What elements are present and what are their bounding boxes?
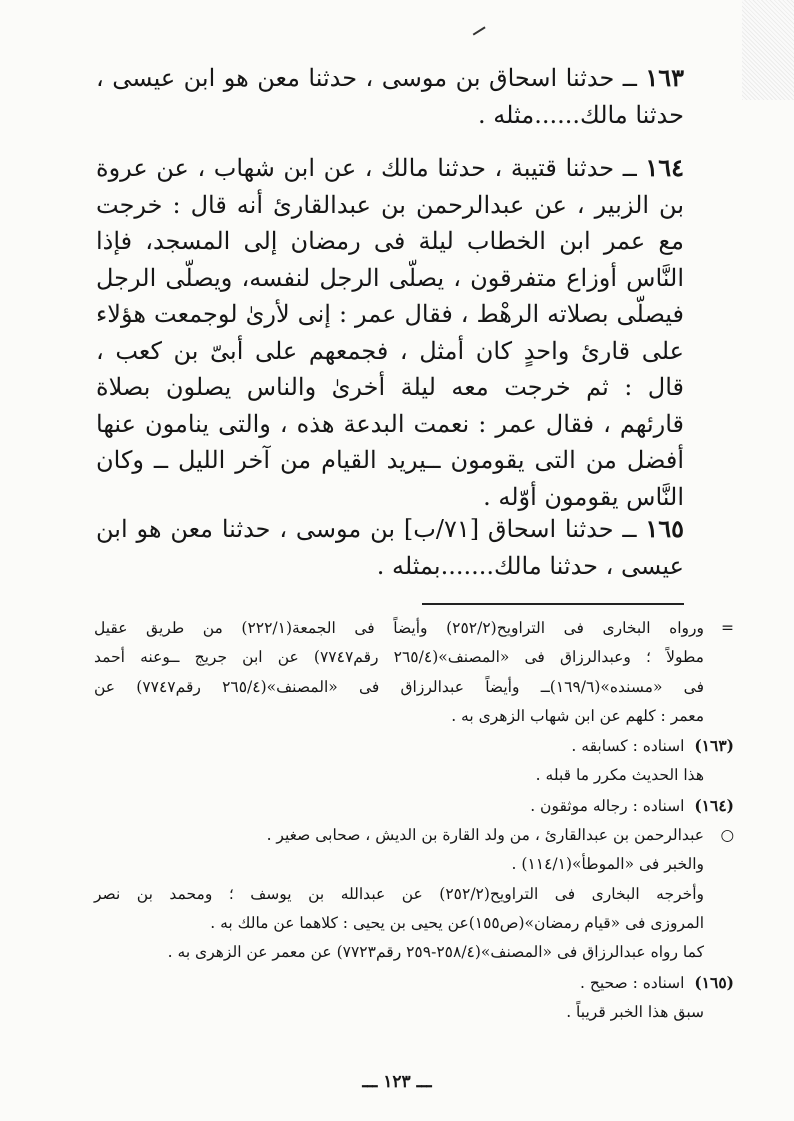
footnote-164: (١٦٤) اسناده : رجاله موثقون . [530, 795, 734, 815]
footnote-ref: (١٦٤) [694, 795, 734, 815]
footnote-line: ○عبدالرحمن بن عبدالقارئ ، من ولد القارة بن الديش ، صحابى صغير . [94, 821, 734, 850]
footnote-ref: (١٦٥) [694, 972, 734, 992]
footnote-165: (١٦٥) اسناده : صحيح . [579, 972, 734, 992]
footnote-line: معمر : كلهم عن ابن شهاب الزهرى به . [451, 706, 704, 725]
footnote-line: المروزى فى «قيام رمضان»(ص١٥٥)عن يحيى بن يحيى : كلاهما عن مالك به . [210, 913, 704, 932]
footnote-163: (١٦٣) اسناده : كسابقه . [571, 736, 734, 756]
footnote-line: هذا الحديث مكرر ما قبله . [535, 766, 704, 785]
footnote-divider [422, 603, 684, 605]
hadith-163 [96, 60, 684, 133]
hadith-number: ١٦٣ [645, 63, 684, 92]
hadith-text: ــ حدثنا قتيبة ، حدثنا مالك ، عن ابن شهاب ، عن عروة بن الزبير ، عن عبدالرحمن بن عبدالقارئ أنه قال : خرجت مع عمر ابن الخطاب ليلة فى رمضان إلى المسجد، فإذا النَّاس أوزاع متفرقون ، يصلّى الرجل لنفسه، ويصلّى الرجل فيصلّى بصلاته الرهْط ، فقال عمر : إنى لأرىٰ لوجمعت هؤلاء على قارئ واحدٍ كان أمثل ، فجمعهم على أبىّ بن كعب ، قال : ثم خرجت معه ليلة أخرىٰ والناس يصلون بصلاة قارئهم ، فقال عمر : نعمت البدعة هذه ، والتى ينامون عنها أفضل من التى يقومون ــيريد القيام من آخر الليل ــ وكان النَّاس يقومون أوّله . [96, 154, 684, 511]
continuation-mark: = [721, 619, 734, 637]
hadith-number: ١٦٥ [645, 514, 684, 543]
hadith-text: ــ حدثنا اسحاق بن موسى ، حدثنا معن هو ابن عيسى ، حدثنا مالك......مثله . [96, 64, 684, 129]
footnote-line: كما رواه عبدالرزاق فى «المصنف»(٢٥٨/٤-٢٥٩ رقم٧٧٢٣) عن معمر عن الزهرى به . [167, 943, 704, 962]
footnote-line: وأخرجه البخارى فى التراويح(٢٥٢/٢) عن عبدالله بن يوسف ؛ ومحمد بن نصر [94, 884, 704, 903]
footnotes [94, 614, 734, 1027]
footnote-line: والخبر فى «الموطأ»(١١٤/١) . [511, 855, 704, 874]
hadith-text: ــ حدثنا اسحاق [٧١/ب] بن موسى ، حدثنا معن هو ابن عيسى ، حدثنا مالك.......بمثله . [96, 515, 684, 580]
hadith-number: ١٦٤ [645, 153, 684, 182]
circle-icon: ○ [720, 826, 734, 845]
hadith-164 [96, 150, 684, 515]
pen-mark [473, 26, 486, 35]
hadith-165 [96, 511, 684, 584]
footnote-ref: (١٦٣) [694, 736, 734, 756]
page-edge-scan-artifact [742, 0, 794, 100]
page-number: ـــ ١٢٣ ـــ [362, 1072, 432, 1092]
footnote-line: =ورواه البخارى فى التراويح(٢٥٢/٢) وأيضاً فى الجمعة(٢٢٢/١) من طريق عقيل [94, 614, 734, 643]
footnote-line: فى «مسنده»(١٦٩/٦)ــ وأيضاً عبدالرزاق فى «المصنف»(٢٦٥/٤ رقم٧٧٤٧) عن [94, 677, 704, 696]
footnote-line: سبق هذا الخبر قريباً . [566, 1002, 704, 1021]
footnote-line: مطولاً ؛ وعبدالرزاق فى «المصنف»(٢٦٥/٤ رقم٧٧٤٧) عن ابن جريج ــوعنه أحمد [94, 648, 704, 667]
